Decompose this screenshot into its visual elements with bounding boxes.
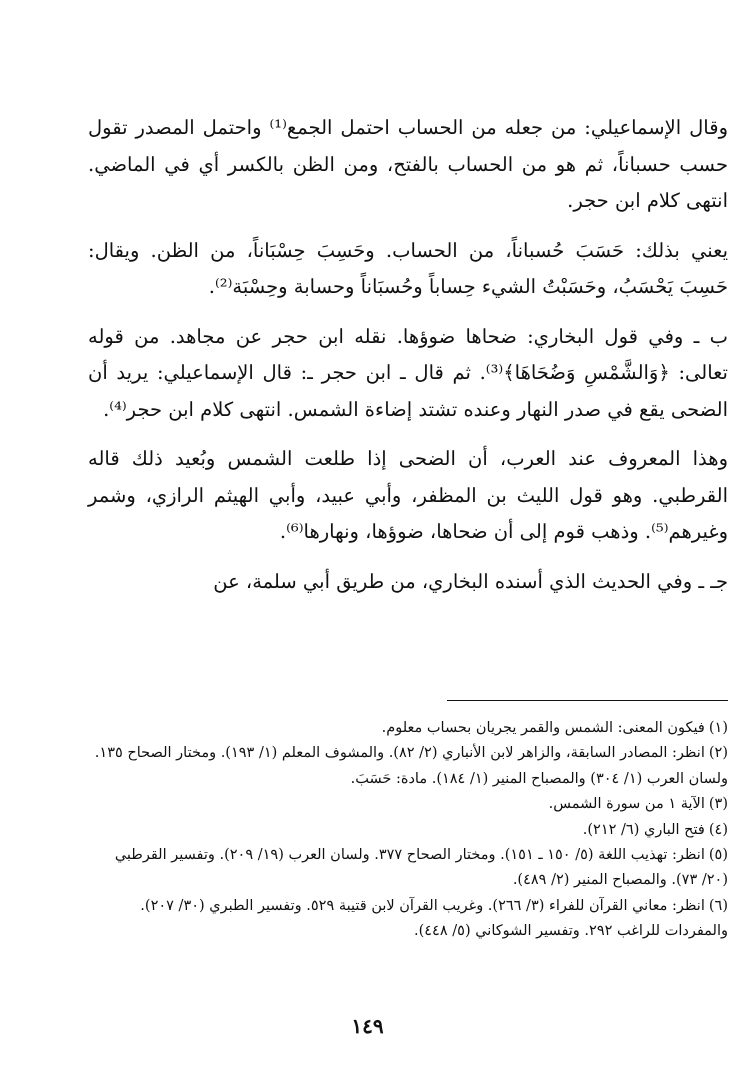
footnote-number: (٢) — [708, 745, 728, 762]
paragraph-3: ب ـ وفي قول البخاري: ضحاها ضوؤها. نقله ابن حجر عن مجاهد. من قوله تعالى: ﴿وَالشَّمْسِ وَضُحَاهَا﴾⁽³⁾. ثم قال ـ ابن حجر ـ: قال الإسماعيلي: يريد أن الضحى يقع في صدر النهار وعنده تشتد إضاءة الشمس. انتهى كلام ابن حجر⁽⁴⁾. — [88, 324, 728, 421]
footnotes — [88, 716, 728, 945]
footnote-number: (٦) — [708, 897, 728, 914]
paragraph-1: وقال الإسماعيلي: من جعله من الحساب احتمل الجمع⁽¹⁾ واحتمل المصدر تقول حسب حسباناً، ثم هو من الحساب بالفتح، ومن الظن بالكسر أي في الماضي. انتهى كلام ابن حجر. — [88, 116, 728, 212]
page-number: ١٤٩ — [351, 1014, 384, 1038]
footnote-1 — [88, 716, 728, 741]
paragraph-4: وهذا المعروف عند العرب، أن الضحى إذا طلعت الشمس وبُعيد ذلك قاله القرطبي. وهو قول الليث بن المظفر، وأبي عبيد، وأبي الهيثم الرازي، وشمر وغيرهم⁽⁵⁾. وذهب قوم إلى أن ضحاها، ضوؤها، ونهارها⁽⁶⁾. — [88, 447, 728, 543]
footnote-number: (٣) — [708, 796, 728, 813]
footnote-3 — [88, 792, 728, 817]
footnote-text: الآية ١ من سورة الشمس. — [548, 796, 705, 813]
paragraph-2: يعني بذلك: حَسَبَ حُسباناً، من الحساب. وحَسِبَ حِسْبَاناً، من الظن. ويقال: حَسِبَ يَحْسَبُ، وحَسَبْتُ الشيء حِساباً وحُسبَاناً وحسابة وحِسْبَة⁽²⁾. — [88, 238, 728, 298]
footnote-2 — [88, 741, 728, 792]
footnote-text: انظر: المصادر السابقة، والزاهر لابن الأنباري (٢/ ٨٢). والمشوف المعلم (١/ ١٩٣). ومختار الصحاح ١٣٥. ولسان العرب (١/ ٣٠٤) والمصباح المنير (١/ ١٨٤). مادة: حَسَبَ. — [94, 745, 728, 787]
footnote-number: (١) — [708, 720, 728, 736]
footnote-4 — [88, 818, 728, 843]
footnote-5 — [88, 843, 728, 894]
footnote-number: (٥) — [708, 847, 728, 864]
paragraph-5: جـ ـ وفي الحديث الذي أسنده البخاري، من طريق أبي سلمة، عن — [213, 569, 728, 593]
footnote-divider — [447, 700, 728, 701]
footnote-number: (٤) — [708, 821, 728, 838]
footnote-text: انظر: تهذيب اللغة (٥/ ١٥٠ ـ ١٥١). ومختار الصحاح ٣٧٧. ولسان العرب (١٩/ ٢٠٩). وتفسير القرطبي (٢٠/ ٧٣). والمصباح المنير (٢/ ٤٨٩). — [114, 847, 728, 889]
footnote-text: انظر: معاني القرآن للفراء (٣/ ٢٦٦). وغريب القرآن لابن قتيبة ٥٢٩. وتفسير الطبري (٣٠/ ٢٠٧). والمفردات للراغب ٢٩٢. وتفسير الشوكاني (٥/ ٤٤٨). — [140, 897, 728, 940]
footnote-6 — [88, 894, 728, 945]
footnote-text: فيكون المعنى: الشمس والقمر يجريان بحساب معلوم. — [381, 720, 705, 736]
footnote-text: فتح الباري (٦/ ٢١٢). — [582, 821, 705, 838]
main-text — [88, 110, 728, 600]
